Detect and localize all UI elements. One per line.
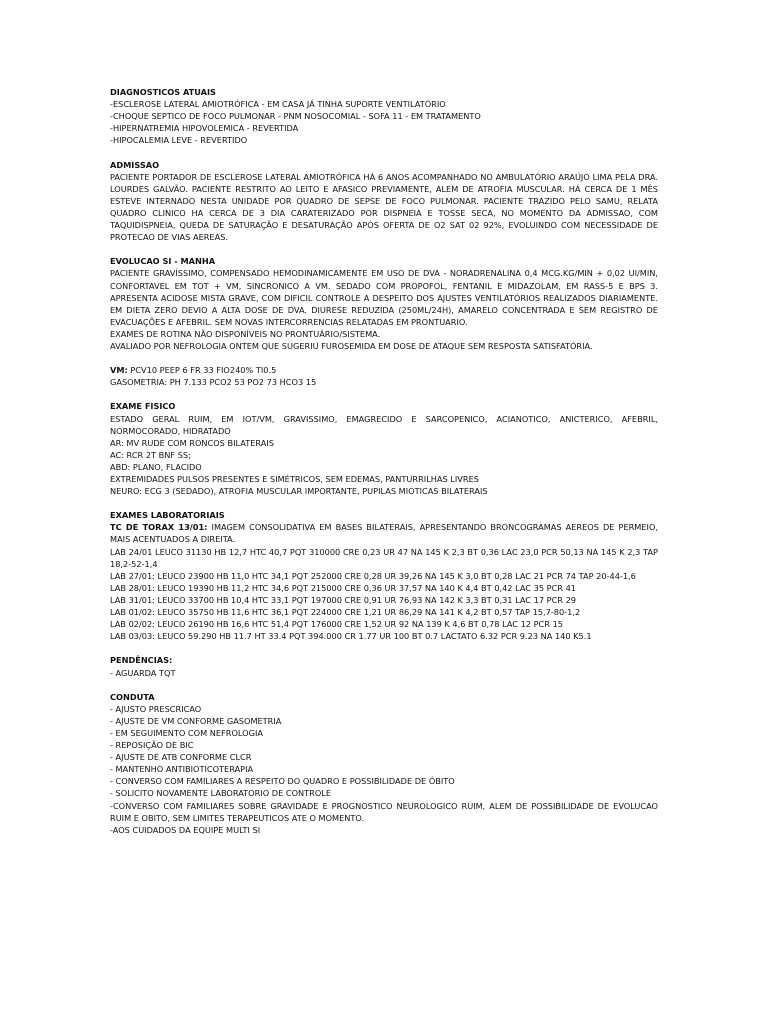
heading-pendencias: PENDÊNCIAS: [110,655,173,666]
conduta-item: - AJUSTO PRESCRICAO [110,703,202,714]
vm-line [110,364,658,376]
gasometria-line: GASOMETRIA: PH 7.133 PCO2 53 PO2 73 HCO3 15 [110,377,317,388]
section-diagnosticos [110,86,658,146]
section-evolucao [110,255,658,352]
heading-admissao: ADMISSAO [110,159,160,170]
conduta-final-paragraph: -CONVERSO COM FAMILIARES SOBRE GRAVIDADE E PROGNOSTICO NEUROLOGICO RUIM, ALEM DE POSSIBILIDADE DE EVOLUCAO RUIM E OBITO, SEM LIMITES TERAPEUTICOS ATE O MOMENTO. [110,800,658,823]
section-conduta [110,691,658,836]
tc-torax-text: IMAGEM CONSOLIDATIVA EM BASES BILATERAIS, APRESENTANDO BRONCOGRAMAS AEREOS DE PERMEIO, MAIS ACENTUADOS A DIREITA. [110,522,659,545]
heading-conduta: CONDUTA [110,691,155,702]
diagnosis-item: -HIPERNATREMIA HIPOVOLEMICA - REVERTIDA [110,123,299,134]
evolucao-text: PACIENTE GRAVÍSSIMO, COMPENSADO HEMODINAMICAMENTE EM USO DE DVA - NORADRENALINA 0,4 MCG.KG/MIN + 0,02 UI/MIN, CONFORTAVEL EM TOT + VM, SINCRONICO A VM. SEDADO COM PROPOFOL, FENTANIL E MIDAZOLAM, EM RASS-5 E BPS 3. APRESENTA ACIDOSE MISTA GRAVE, COM DIFICIL CONTROLE A DESPEITO DOS AJUSTES VENTILATÓRIOS REALIZADOS DIARIAMENTE. EM DIETA ZERO DEVIO A ALTA DOSE DE DVA. DIURESE REDUZIDA (250ML/24H), AMARELO CONCENTRADA E SEM REGISTRO DE EVACUAÇÕES E AFEBRIL. SEM NOVAS INTERCORRENCIAS RELATADAS EM PRONTUARIO. [110,268,658,327]
heading-exames-laboratoriais: EXAMES LABORATORIAIS [110,510,225,521]
diagnosis-item: -HIPOCALEMIA LEVE - REVERTIDO [110,135,248,146]
section-exame-fisico [110,400,658,497]
diagnosis-item: -ESCLEROSE LATERAL AMIOTRÓFICA - EM CASA JÁ TINHA SUPORTE VENTILATÓRIO [110,99,446,110]
conduta-item: - AJUSTE DE ATB CONFORME CLCR [110,752,252,763]
medical-note-document [110,86,658,848]
exame-fisico-item: ABD: PLANO, FLACIDO [110,461,202,472]
conduta-item: - CONVERSO COM FAMILIARES A RESPEITO DO QUADRO E POSSIBILIDADE DE ÓBITO [110,776,455,787]
lab-entry: LAB 27/01: LEUCO 23900 HB 11,0 HTC 34,1 PQT 252000 CRE 0,28 UR 39,26 NA 145 K 3,0 BT 0,28 LAC 21 PCR 74 TAP 20-44-1,6 [110,570,636,581]
pendencia-item: - AGUARDA TQT [110,667,176,678]
exame-fisico-item: EXTREMIDADES PULSOS PRESENTES E SIMÉTRICOS, SEM EDEMAS, PANTURRILHAS LIVRES [110,474,479,484]
lab-entry: LAB 28/01: LEUCO 19390 HB 11,2 HTC 34,6 PQT 215000 CRE 0,36 UR 37,57 NA 140 K 4,4 BT 0,42 LAC 35 PCR 41 [110,582,577,593]
vm-label: VM: [110,365,128,376]
conduta-item: - SOLICITO NOVAMENTE LABORATORIO DE CONTROLE [110,788,332,799]
heading-exame-fisico: EXAME FISICO [110,401,176,412]
diagnosis-item: -CHOQUE SEPTICO DE FOCO PULMONAR - PNM NOSOCOMIAL - SOFA 11 - EM TRATAMENTO [110,111,481,122]
lab-entry: LAB 02/02: LEUCO 26190 HB 16,6 HTC 51,4 PQT 176000 CRE 1,52 UR 92 NA 139 K 4,6 BT 0,78 LAC 12 PCR 15 [110,619,563,630]
lab-entry: LAB 24/01 LEUCO 31130 HB 12,7 HTC 40,7 PQT 310000 CRE 0,23 UR 47 NA 145 K 2,3 BT 0,36 LAC 23,0 PCR 50,13 NA 145 K 2,3 TAP 18,2-52-1,4 [110,546,658,569]
lab-entry: LAB 31/01: LEUCO 33700 HB 10,4 HTC 33,1 PQT 197000 CRE 0,91 UR 76,93 NA 142 K 3,3 BT 0,31 LAC 17 PCR 29 [110,594,577,605]
conduta-item: -AOS CUIDADOS DA EQUIPE MULTI SI [110,824,261,835]
section-admissao [110,159,658,244]
evolucao-exames-rotina: EXAMES DE ROTINA NÃO DISPONÍVEIS NO PRONTUÁRIO/SISTEMA. [110,328,381,339]
evolucao-nefrologia: AVALIADO POR NEFROLOGIA ONTEM QUE SUGERIU FUROSEMIDA EM DOSE DE ATAQUE SEM RESPOSTA SATISFATÓRIA. [110,340,593,351]
lab-entry: LAB 03/03: LEUCO 59.290 HB 11.7 HT 33.4 PQT 394.000 CR 1.77 UR 100 BT 0.7 LACTATO 6.32 PCR 9.23 NA 140 K5.1 [110,631,592,642]
tc-torax-entry [110,521,658,545]
conduta-item: - EM SEGUIMENTO COM NEFROLOGIA [110,727,263,738]
conduta-item: - AJUSTE DE VM CONFORME GASOMETRIA [110,715,282,726]
vm-value: PCV10 PEEP 6 FR 33 FIO240% TI0.5 [127,365,277,376]
exame-fisico-estado: ESTADO GERAL RUIM, EM IOT/VM, GRAVISSIMO, EMAGRECIDO E SARCOPENICO, ACIANOTICO, ANICTERICO, AFEBRIL, NORMOCORADO, HIDRATADO [110,413,658,436]
conduta-item: - MANTENHO ANTIBIOTICOTERAPIA [110,764,254,775]
lab-entry: LAB 01/02: LEUCO 35750 HB 11,6 HTC 36,1 PQT 224000 CRE 1,21 UR 86,29 NA 141 K 4,2 BT 0,57 TAP 15,7-80-1,2 [110,607,581,618]
tc-torax-label: TC DE TORAX 13/01: [110,522,208,533]
section-exames-laboratoriais [110,509,658,642]
heading-diagnosticos: DIAGNOSTICOS ATUAIS [110,87,216,97]
section-vm [110,364,658,388]
heading-evolucao: EVOLUCAO SI - MANHA [110,256,216,267]
admissao-text: PACIENTE PORTADOR DE ESCLEROSE LATERAL AMIOTRÓFICA HÁ 6 ANOS ACOMPANHADO NO AMBULATÓRIO ARAÚJO LIMA PELA DRA. LOURDES GALVÃO. PACIENTE RESTRITO AO LEITO E AFASICO PREVIAMENTE, ALEM DE ATROFIA MUSCULAR. HÁ CERCA DE 1 MÊS ESTEVE INTERNADO NESTA UNIDADE POR QUADRO DE SEPSE DE FOCO PULMONAR. PACIENTE TRAZIDO PELO SAMU, RELATA QUADRO CLINICO HA CERCA DE 3 DIA CARATERIZADO POR DISPNEIA E TOSSE SECA, NO MOMENTO DA ADMISSAO, COM TAQUIDISPNEIA, QUEDA DE SATURAÇÃO E DESATURAÇÃO APÓS OFERTA DE O2 SAT 02 92%, EVOLUINDO COM NECESSIDADE DE PROTECAO DE VIAS AEREAS. [110,171,658,243]
exame-fisico-item: AC: RCR 2T BNF SS; [110,449,191,460]
exame-fisico-item: AR: MV RUDE COM RONCOS BILATERAIS [110,437,274,448]
section-pendencias [110,654,658,678]
exame-fisico-item: NEURO: ECG 3 (SEDADO), ATROFIA MUSCULAR IMPORTANTE, PUPILAS MIOTICAS BILATERAIS [110,486,488,497]
conduta-item: - REPOSIÇÃO DE BIC [110,740,194,751]
